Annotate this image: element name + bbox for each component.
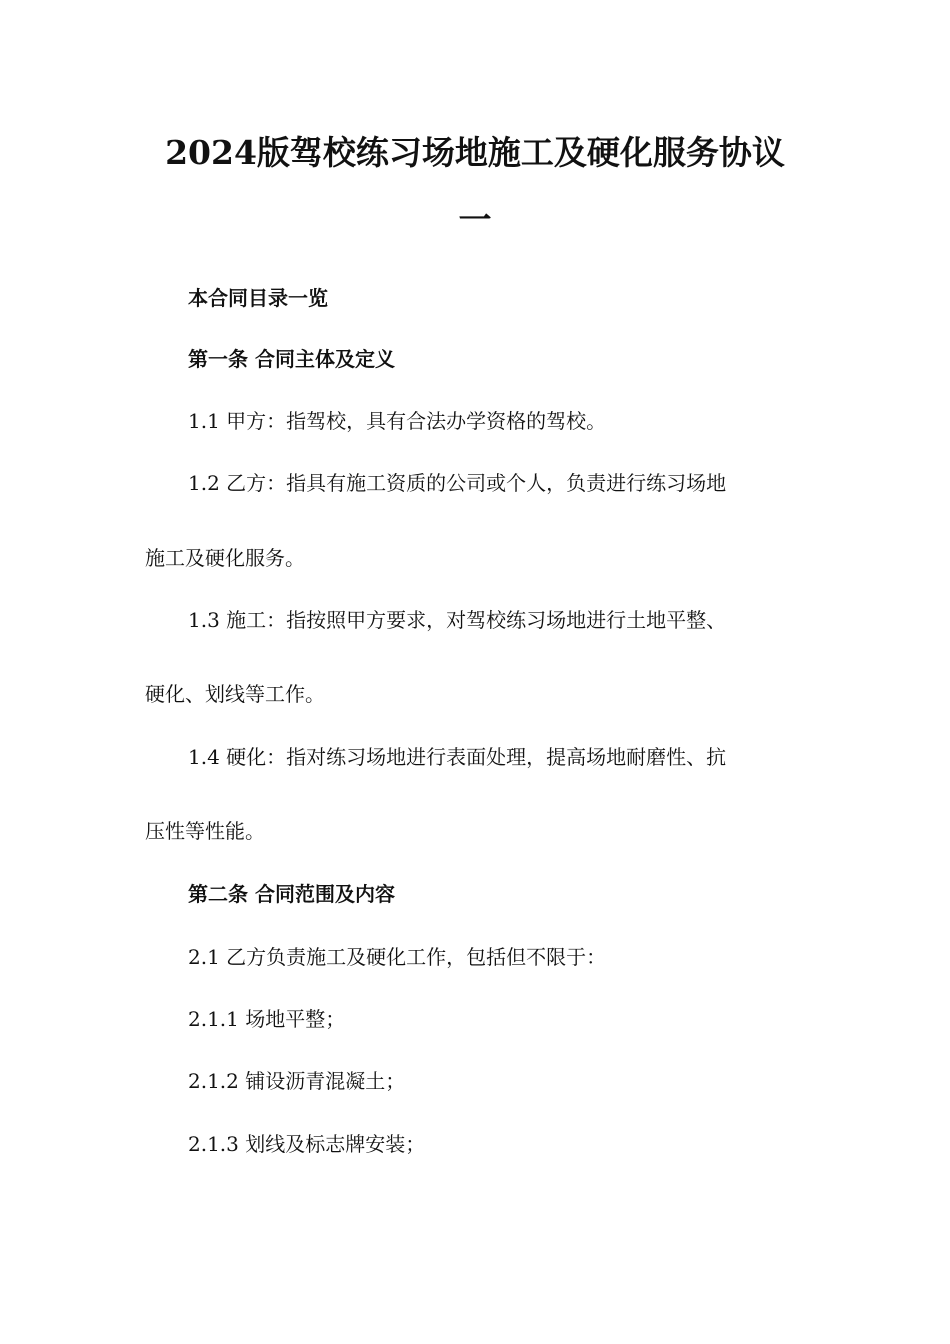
clause-1-4-line-2: 压性等性能。 xyxy=(145,819,265,843)
clause-1-2-line-2: 施工及硬化服务。 xyxy=(145,546,305,570)
clause-2-1-1: 2.1.1 场地平整； xyxy=(188,1007,346,1031)
clause-1-4-line-1: 1.4 硬化：指对练习场地进行表面处理，提高场地耐磨性、抗 xyxy=(188,745,727,769)
article-1-heading: 第一条 合同主体及定义 xyxy=(188,347,395,371)
clause-1-2-line-1: 1.2 乙方：指具有施工资质的公司或个人，负责进行练习场地 xyxy=(188,471,727,495)
clause-1-1: 1.1 甲方：指驾校，具有合法办学资格的驾校。 xyxy=(188,409,607,433)
clause-2-1-2: 2.1.2 铺设沥青混凝土； xyxy=(188,1069,406,1093)
clause-2-1-3: 2.1.3 划线及标志牌安装； xyxy=(188,1132,426,1156)
clause-2-1: 2.1 乙方负责施工及硬化工作，包括但不限于： xyxy=(188,945,607,969)
clause-1-3-line-1: 1.3 施工：指按照甲方要求，对驾校练习场地进行土地平整、 xyxy=(188,608,727,632)
clause-1-3-line-2: 硬化、划线等工作。 xyxy=(145,682,325,706)
document-title-line-1: 2024版驾校练习场地施工及硬化服务协议 xyxy=(165,133,785,172)
toc-heading: 本合同目录一览 xyxy=(188,286,328,310)
document-title-line-2: 一 xyxy=(458,200,492,239)
article-2-heading: 第二条 合同范围及内容 xyxy=(188,882,395,906)
